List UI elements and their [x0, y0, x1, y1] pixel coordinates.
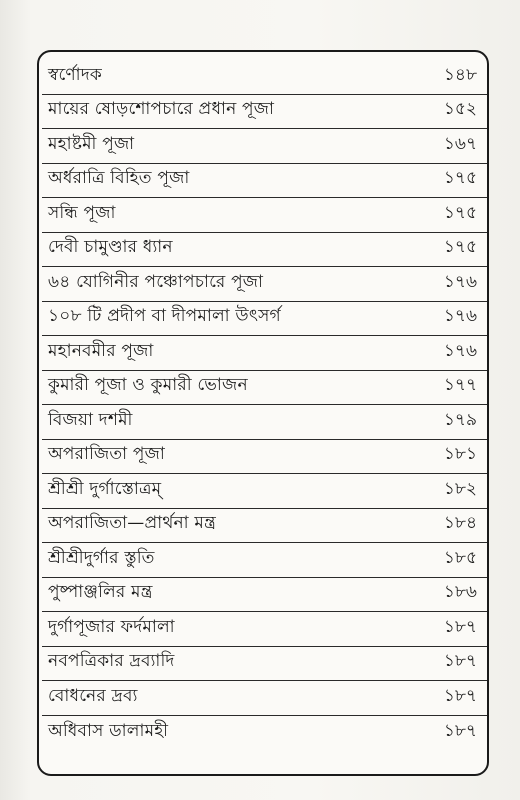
toc-entry-page: ১৮৭: [443, 685, 477, 706]
toc-entry-page: ১৭৭: [443, 375, 477, 395]
toc-entry-title: ৬৪ যোগিনীর পঞ্চোপচারে পূজা: [48, 271, 264, 292]
toc-entry-page: ১৮৬: [443, 582, 477, 602]
toc-entry: [42, 647, 487, 682]
toc-entry: [42, 233, 487, 268]
toc-entry-page: ১৭৫: [443, 168, 477, 188]
toc-entry-title: নবপত্রিকার দ্রব্যাদি: [48, 651, 175, 671]
toc-entry-page: ১৭৫: [443, 237, 477, 257]
toc-entry-page: ১৮২: [443, 478, 477, 499]
toc-entry: [42, 164, 487, 199]
toc-entry: [42, 681, 487, 716]
toc-entry: [42, 336, 487, 371]
toc-entry-title: দুর্গাপূজার ফর্দমালা: [48, 616, 175, 637]
toc-entry-title: অধিবাস ডালামহী: [48, 721, 169, 741]
toc-entry-title: অপরাজিতা পূজা: [48, 444, 165, 464]
toc-entry-title: শ্রীশ্রীদুর্গার স্তুতি: [48, 547, 155, 568]
toc-entry-page: ১৭৬: [443, 306, 477, 326]
toc-entry-page: ১৭৬: [443, 271, 477, 292]
toc-entry-title: মহানবমীর পূজা: [48, 340, 154, 361]
toc-entry: [42, 716, 487, 751]
toc-entry-page: ১৭৯: [443, 409, 477, 430]
toc-entry-page: ১৮৭: [443, 651, 477, 671]
toc-entry: [42, 129, 487, 164]
toc-entry-page: ১৪৮: [443, 64, 477, 85]
toc-entry-page: ১৭৬: [443, 340, 477, 361]
toc-entry-title: অপরাজিতা—প্রার্থনা মন্ত্র: [48, 513, 217, 533]
toc-entry: [42, 95, 487, 130]
toc-entry-page: ১৫২: [443, 99, 477, 119]
toc-entry: [42, 509, 487, 544]
toc-entry-page: ১৬৭: [443, 133, 477, 154]
toc-entry: [42, 302, 487, 337]
toc-entry-title: স্বর্ণোদক: [48, 64, 103, 85]
toc-entry: [42, 371, 487, 406]
toc-entry-title: বোধনের দ্রব্য: [48, 685, 138, 706]
toc-entry: [42, 612, 487, 647]
toc-entry: [42, 440, 487, 475]
toc-entry-title: শ্রীশ্রী দুর্গাস্তোত্রম্: [48, 478, 162, 499]
table-of-contents: [42, 60, 487, 750]
toc-entry-page: ১৮৪: [443, 513, 477, 533]
toc-entry-page: ১৮১: [443, 444, 477, 464]
toc-entry-title: সন্ধি পূজা: [48, 202, 116, 223]
toc-entry-title: দেবী চামুণ্ডার ধ্যান: [48, 237, 173, 257]
toc-entry-title: ১০৮ টি প্রদীপ বা দীপমালা উৎসর্গ: [48, 306, 281, 326]
toc-entry-page: ১৭৫: [443, 202, 477, 223]
toc-entry-title: পুষ্পাঞ্জলির মন্ত্র: [48, 582, 153, 602]
toc-entry-page: ১৮৭: [443, 616, 477, 637]
toc-entry: [42, 543, 487, 578]
toc-entry: [42, 267, 487, 302]
toc-entry-page: ১৮৫: [443, 547, 477, 568]
toc-entry: [42, 198, 487, 233]
toc-entry-title: মহাষ্টমী পূজা: [48, 133, 135, 154]
toc-entry: [42, 474, 487, 509]
toc-entry-title: অর্ধরাত্রি বিহিত পূজা: [48, 168, 190, 188]
toc-entry: [42, 60, 487, 95]
toc-entry-page: ১৮৭: [443, 721, 477, 741]
toc-entry-title: বিজয়া দশমী: [48, 409, 133, 430]
toc-entry: [42, 405, 487, 440]
toc-entry: [42, 578, 487, 613]
toc-entry-title: কুমারী পূজা ও কুমারী ভোজন: [48, 375, 248, 395]
toc-entry-title: মায়ের ষোড়শোপচারে প্রধান পূজা: [48, 99, 275, 119]
